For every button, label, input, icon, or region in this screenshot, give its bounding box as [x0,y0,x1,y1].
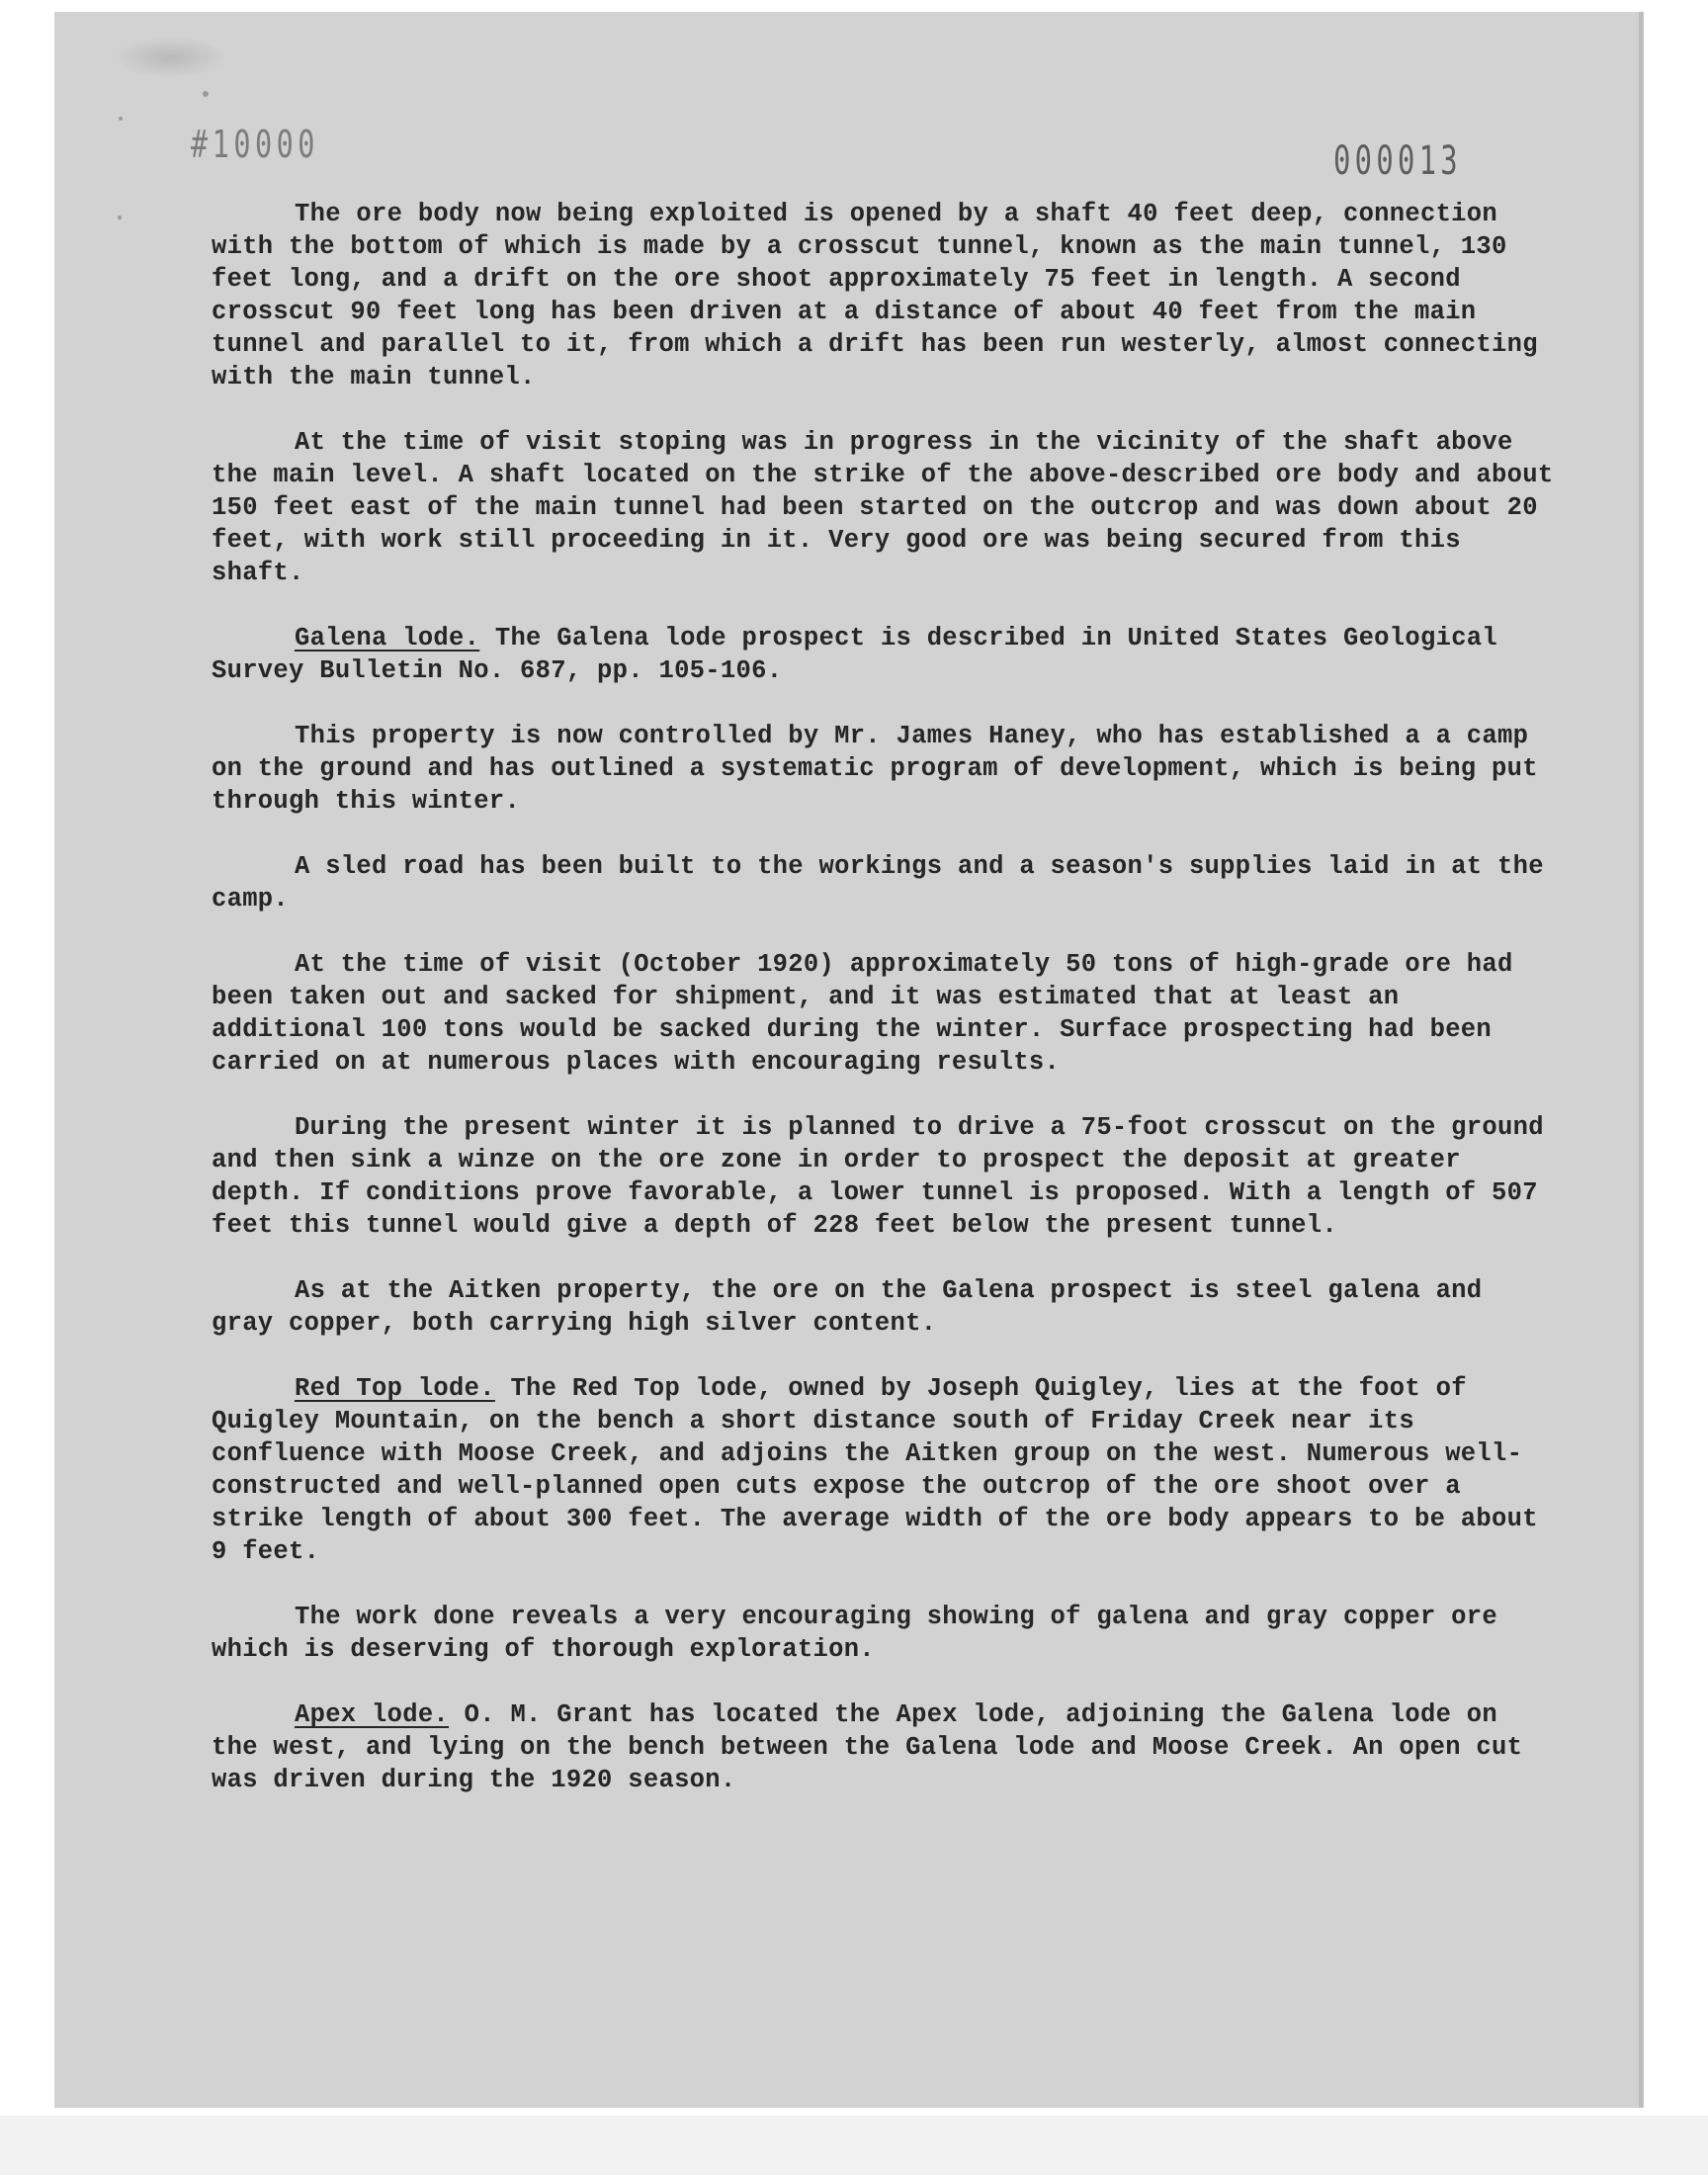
paragraph-text: A sled road has been built to the workings and a season's supplies laid in at the camp. [212,852,1544,914]
section-heading-red-top-lode: Red Top lode. [295,1374,495,1403]
paragraph-text: The ore body now being exploited is opened by a shaft 40 feet deep, connection with the bottom of which is made by a crosscut tunnel, known as the main tunnel, 130 feet long, and a drift on the ore shoot approximately 75 feet in length. A second crosscut 90 feet long has been driven at a distance of about 40 feet from the main tunnel and parallel to it, from which a drift has been run westerly, almost connecting with the main tunnel. [212,200,1538,392]
paragraph-apex-lode [212,1698,1556,1796]
paragraph-text: This property is now controlled by Mr. James Haney, who has established a a camp on the ground and has outlined a systematic program of development, which is being put through this winter. [212,722,1538,816]
scan-speck [119,117,123,121]
scan-speck [118,216,122,219]
paragraph-text: O. M. Grant has located the Apex lode, adjoining the Galena lode on the west, and lying on the bench between the Galena lode and Moose Creek. An open cut was driven during the 1920 season. [212,1700,1523,1794]
page-number-stamp: 000013 [1333,138,1462,184]
paragraph [212,198,1556,393]
paragraph-text: As at the Aitken property, the ore on the Galena prospect is steel galena and gray copper, both carrying high silver content. [212,1276,1483,1338]
paragraph-red-top-lode [212,1372,1556,1568]
document-body [212,198,1556,1829]
paragraph-text: The Galena lode prospect is described in United States Geological Survey Bulletin No. 687, pp. 105-106. [212,624,1497,685]
paragraph-text: The Red Top lode, owned by Joseph Quigley, lies at the foot of Quigley Mountain, on the bench a short distance south of Friday Creek near its confluence with Moose Creek, and adjoins the Aitken group on the west. Numerous well-constructed and well-planned open cuts expose the outcrop of the ore shoot over a strike length of about 300 feet. The average width of the ore body appears to be about 9 feet. [212,1374,1538,1566]
paragraph [212,1601,1556,1666]
scan-background-strip [0,2116,1708,2175]
paragraph [212,1274,1556,1340]
corner-smudge [117,38,225,77]
paragraph-text: The work done reveals a very encouraging showing of galena and gray copper ore which is deserving of thorough exploration. [212,1603,1497,1664]
paragraph [212,850,1556,915]
document-number-stamp: #10000 [191,123,319,166]
paragraph-text: At the time of visit stoping was in progress in the vicinity of the shaft above the main level. A shaft located on the strike of the above-described ore body and about 150 feet east of the main tunnel had been started on the outcrop and was down about 20 feet, with work still proceeding in it. Very good ore was being secured from this shaft. [212,428,1554,587]
paragraph-galena-lode [212,622,1556,687]
section-heading-apex-lode: Apex lode. [295,1700,450,1729]
scan-speck [203,91,209,97]
paragraph [212,948,1556,1079]
paragraph [212,426,1556,589]
paragraph-text: At the time of visit (October 1920) approximately 50 tons of high-grade ore had been taken out and sacked for shipment, and it was estimated that at least an additional 100 tons would be sacked during the winter. Surface prospecting had been carried on at numerous places with encouraging results. [212,950,1513,1077]
paragraph [212,720,1556,818]
section-heading-galena-lode: Galena lode. [295,624,480,652]
paragraph [212,1111,1556,1242]
page-edge [1639,12,1643,2108]
paragraph-text: During the present winter it is planned to drive a 75-foot crosscut on the ground and then sink a winze on the ore zone in order to prospect the deposit at greater depth. If conditions prove favorable, a lower tunnel is proposed. With a length of 507 feet this tunnel would give a depth of 228 feet below the present tunnel. [212,1113,1544,1240]
